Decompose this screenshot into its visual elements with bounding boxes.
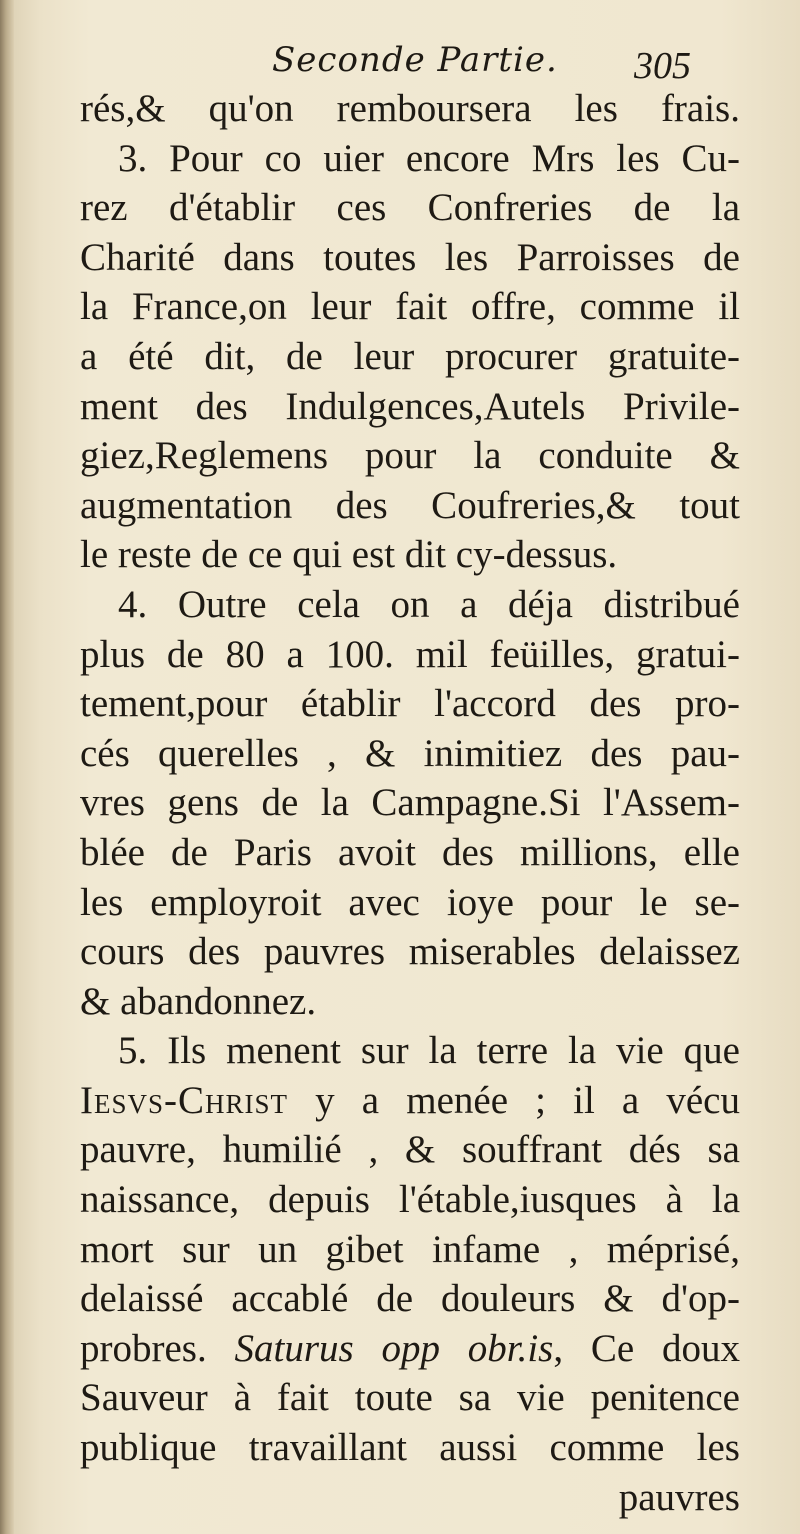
text-line: ment des Indulgences,Autels Privile- — [80, 384, 740, 428]
text-line: giez,Reglemens pour la conduite & — [80, 434, 740, 478]
text-line: pauvre, humilié , & souffrant dés sa — [80, 1128, 740, 1172]
page-header — [0, 40, 800, 90]
binding-gutter — [0, 0, 14, 1534]
text-line: mort sur un gibet infame , méprisé, — [80, 1227, 740, 1271]
text-fragment: y a menée ; il a vécu — [288, 1078, 740, 1122]
text-line-with-small-caps — [80, 1076, 740, 1126]
text-line: tement,pour établir l'accord des pro- — [80, 682, 740, 726]
text-line: naissance, depuis l'étable,iusques à la — [80, 1178, 740, 1222]
text-line: plus de 80 a 100. mil feüilles, gratui- — [80, 632, 740, 676]
text-line: Sauveur à fait toute sa vie penitence — [80, 1376, 740, 1420]
text-line: Charité dans toutes les Parroisses de — [80, 235, 740, 279]
text-line: augmentation des Coufreries,& tout — [80, 483, 740, 527]
paragraph-3-start: 3. Pour co uier encore Mrs les Cu- — [118, 136, 740, 180]
text-line: & abandonnez. — [80, 979, 317, 1023]
text-line: cours des pauvres miserables delaissez — [80, 930, 740, 974]
text-line: vres gens de la Campagne.Si l'Assem- — [80, 781, 740, 825]
paragraph-5-start: 5. Ils menent sur la terre la vie que — [118, 1029, 740, 1073]
paragraph-4-start: 4. Outre cela on a déja distribué — [118, 582, 740, 626]
text-fragment: probres. — [80, 1326, 235, 1370]
text-line: rez d'établir ces Confreries de la — [80, 186, 740, 230]
text-line: les employroit avec ioye pour le se- — [80, 880, 740, 924]
text-line: delaissé accablé de douleurs & d'op- — [80, 1277, 740, 1321]
small-caps-name: Iesvs-Christ — [80, 1078, 289, 1122]
text-line: a été dit, de leur procurer gratuite- — [80, 334, 740, 378]
running-head: Seconde Partie. — [272, 40, 558, 80]
text-line-with-italic — [80, 1324, 740, 1374]
catchword: pauvres — [618, 1475, 740, 1519]
body-text — [80, 84, 740, 1522]
text-line: le reste de ce qui est dit cy-dessus. — [80, 533, 618, 577]
text-fragment: , Ce doux — [553, 1326, 741, 1370]
text-line: la France,on leur fait offre, comme il — [80, 285, 740, 329]
text-line: cés querelles , & inimitiez des pau- — [80, 731, 740, 775]
text-line: blée de Paris avoit des millions, elle — [80, 830, 740, 874]
page-number: 305 — [634, 45, 691, 87]
text-line: rés,& qu'on remboursera les frais. — [80, 87, 740, 130]
italic-citation: Saturus opp obr.is — [234, 1326, 554, 1370]
text-line: publique travaillant aussi comme les — [80, 1426, 740, 1470]
